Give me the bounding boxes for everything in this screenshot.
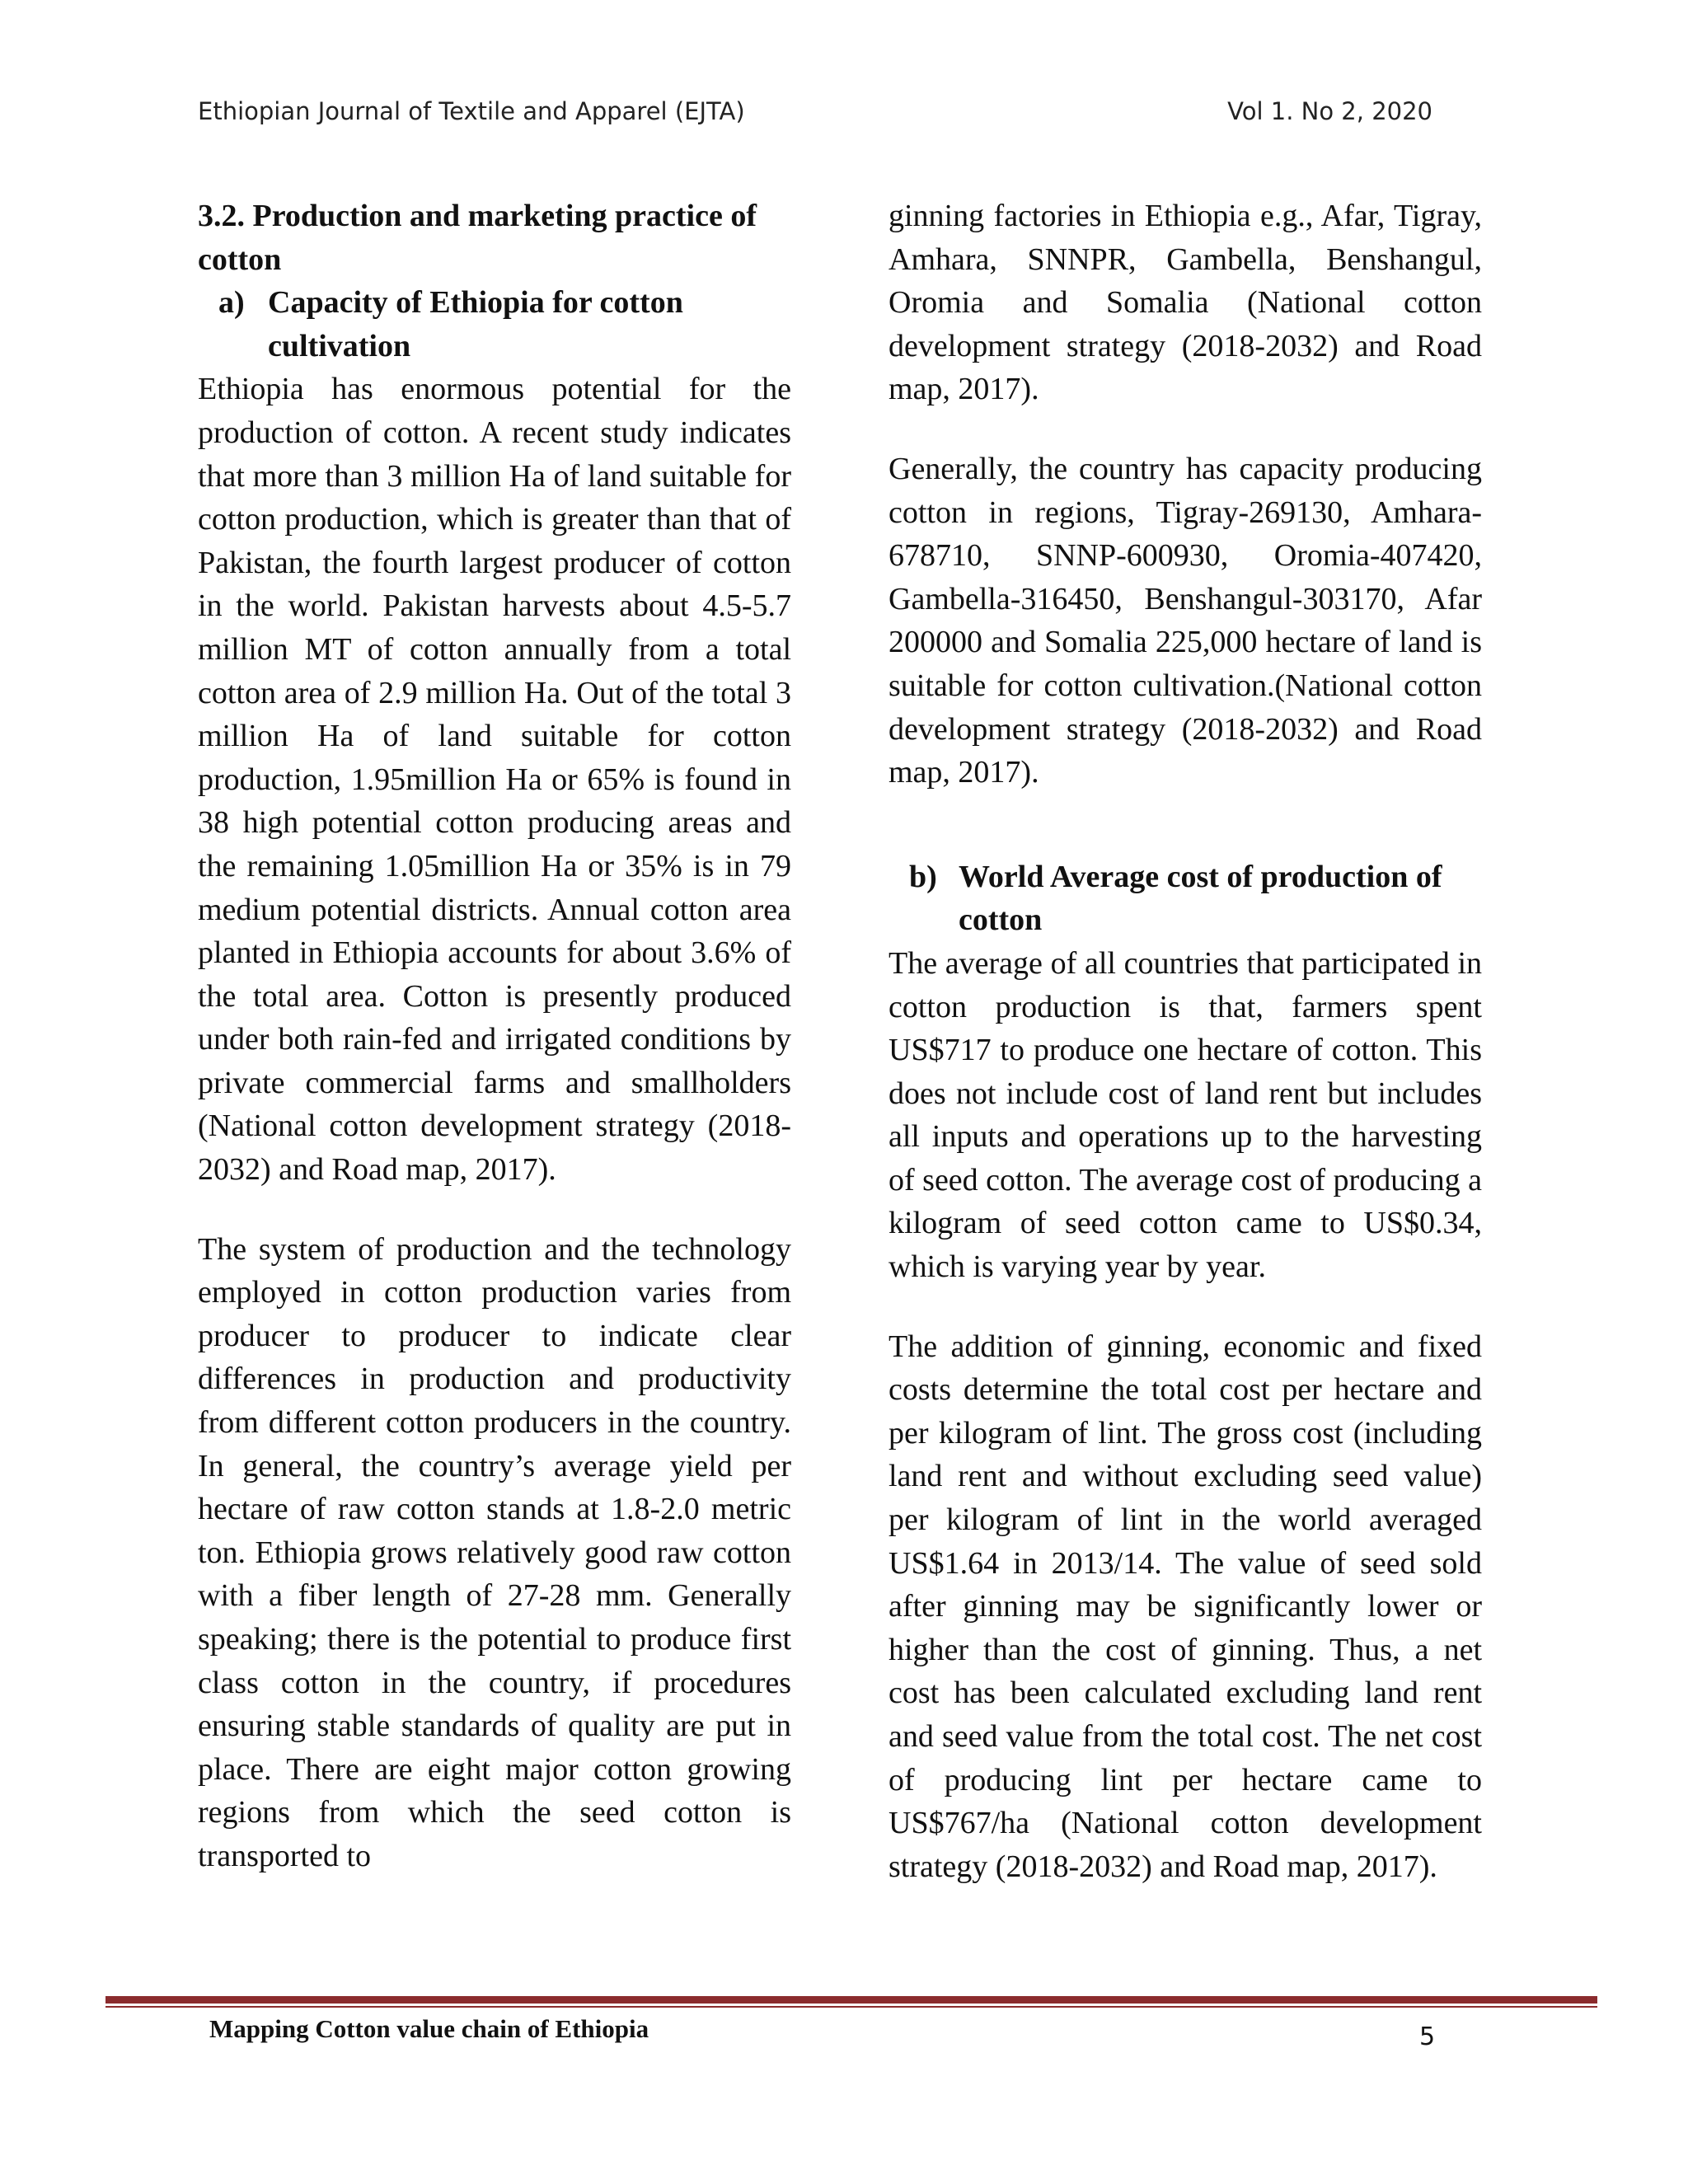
subsection-a-heading <box>198 281 791 368</box>
footer-title: Mapping Cotton value chain of Ethiopia <box>209 2014 649 2043</box>
subsection-b-marker: b) <box>909 859 937 894</box>
paragraph-gap <box>889 794 1482 855</box>
paragraph-gap <box>198 1192 791 1228</box>
subsection-a-marker: a) <box>218 285 245 321</box>
paragraph-lint-cost: The addition of ginning, economic and fixed costs determine the total cost per hectare and per kilogram of lint. The gross cost (including land rent and without excluding seed value) per kilogram of lint in the world averaged US$1.64 in 2013/14. The value of seed sold after ginning may be significantly lower or higher than the cost of ginning. Thus, a net cost has been calculated excluding land rent and seed value from the total cost. The net cost of producing lint per hectare came to US$767/ha (National cotton development strategy (2018-2032) and Road map, 2017). <box>889 1329 1482 1884</box>
paragraph-average-cost: The average of all countries that participated in cotton production is that, farmers spent US$717 to produce one hectare of cotton. This does not include cost of land rent but includes all inputs and operations up to the harvesting of seed cotton. The average cost of producing a kilogram of seed cotton came to US$0.34, which is varying year by year. <box>889 945 1482 1285</box>
page-number: 5 <box>1419 2022 1436 2051</box>
footer-rule-thin <box>106 2006 1597 2008</box>
running-header <box>198 97 1432 138</box>
paragraph-production-system: The system of production and the technology employed in cotton production varies from producer to producer to indicate clear differences in production and productivity from different cotton producers in the country. In general, the country’s average yield per hectare of raw cotton stands at 1.8-2.0 metric ton. Ethiopia grows relatively good raw cotton with a fiber length of 27-28 mm. Generally speaking; there is the potential to produce first class cotton in the country, if procedures ensuring stable standards of quality are put in place. There are eight major cotton growing regions from which the seed cotton is transported to <box>198 1231 791 1873</box>
paragraph-regional-capacity: Generally, the country has capacity producing cotton in regions, Tigray-269130, Amhara-678710, SNNP-600930, Oromia-407420, Gambella-316450, Benshangul-303170, Afar 200000 and Somalia 225,000 hectare of land is suitable for cotton cultivation.(National cotton development strategy (2018-2032) and Road map, 2017). <box>889 451 1482 790</box>
subsection-a-title: Capacity of Ethiopia for cotton cultivation <box>268 285 683 363</box>
footer-rule <box>106 1996 1597 2008</box>
journal-title: Ethiopian Journal of Textile and Apparel (EJTA) <box>198 97 745 125</box>
paragraph-potential: Ethiopia has enormous potential for the production of cotton. A recent study indicates that more than 3 million Ha of land suitable for cotton production, which is greater than that of Pakistan, the fourth largest producer of cotton in the world. Pakistan harvests about 4.5-5.7 million MT of cotton annually from a total cotton area of 2.9 million Ha. Out of the total 3 million Ha of land suitable for cotton production, 1.95million Ha or 65% is found in 38 high potential cotton producing areas and the remaining 1.05million Ha or 35% is in 79 medium potential districts. Annual cotton area planted in Ethiopia accounts for about 3.6% of the total area. Cotton is presently produced under both rain-fed and irrigated conditions by private commercial farms and smallholders (National cotton development strategy (2018-2032) and Road map, 2017). <box>198 372 791 1188</box>
left-column <box>198 194 791 1878</box>
footer-rule-thick <box>106 1996 1597 2004</box>
right-column <box>889 194 1482 1888</box>
volume-issue: Vol 1. No 2, 2020 <box>1227 97 1432 125</box>
subsection-b-title: World Average cost of production of cotton <box>959 859 1442 938</box>
subsection-b-heading <box>889 855 1482 942</box>
paragraph-gap <box>889 1289 1482 1325</box>
paragraph-ginning-continued: ginning factories in Ethiopia e.g., Afar, Tigray, Amhara, SNNPR, Gambella, Benshangul, Oromia and Somalia (National cotton development strategy (2018-2032) and Road map, 2017). <box>889 199 1482 407</box>
paragraph-gap <box>889 411 1482 448</box>
section-heading: 3.2. Production and marketing practice of cotton <box>198 199 757 277</box>
